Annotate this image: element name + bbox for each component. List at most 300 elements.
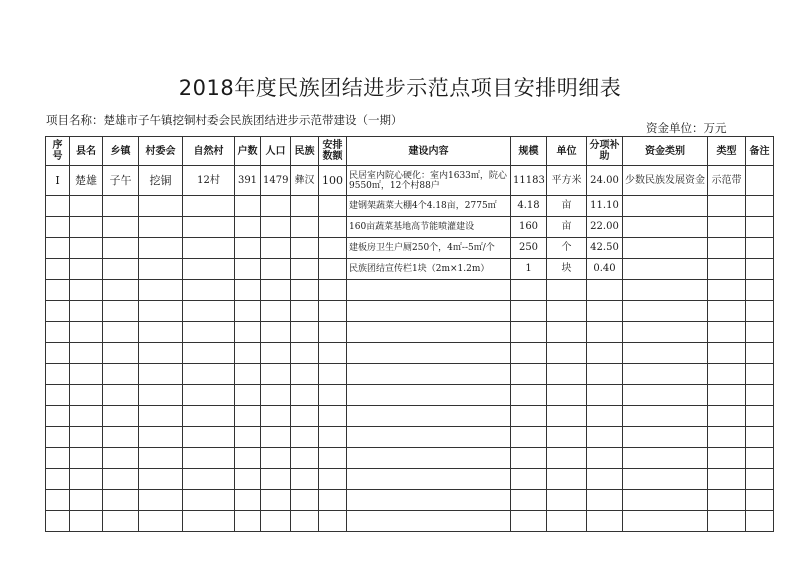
table-cell	[587, 490, 623, 511]
table-cell	[46, 364, 70, 385]
table-cell	[70, 280, 103, 301]
table-cell	[139, 217, 183, 238]
col-header: 户数	[235, 137, 261, 166]
table-row	[46, 217, 774, 238]
table-cell	[746, 196, 774, 217]
table-cell	[46, 406, 70, 427]
table-cell	[623, 301, 708, 322]
table-cell	[183, 364, 235, 385]
table-cell	[291, 385, 319, 406]
table-cell	[261, 217, 291, 238]
table-cell	[139, 322, 183, 343]
table-cell	[746, 166, 774, 196]
col-header: 乡镇	[103, 137, 139, 166]
table-cell	[746, 217, 774, 238]
table-row	[46, 427, 774, 448]
table-cell	[291, 448, 319, 469]
table-cell	[708, 217, 746, 238]
table-cell: 11.10	[587, 196, 623, 217]
table-cell: 块	[547, 259, 587, 280]
table-cell	[70, 259, 103, 280]
table-cell	[319, 511, 347, 532]
table-cell	[235, 196, 261, 217]
table-cell	[46, 511, 70, 532]
table-cell	[623, 406, 708, 427]
table-cell: 民居室内院心硬化：室内1633㎡，院心9550㎡，12个村88户	[347, 166, 511, 196]
table-cell	[235, 322, 261, 343]
table-cell	[547, 280, 587, 301]
table-cell	[347, 322, 511, 343]
col-header: 县名	[70, 137, 103, 166]
table-cell	[291, 490, 319, 511]
table-row	[46, 322, 774, 343]
table-cell	[103, 448, 139, 469]
table-cell	[511, 511, 547, 532]
table-cell: 挖铜	[139, 166, 183, 196]
table-cell	[511, 469, 547, 490]
table-cell	[139, 448, 183, 469]
table-cell	[183, 259, 235, 280]
table-cell	[746, 364, 774, 385]
table-cell	[347, 448, 511, 469]
table-cell	[291, 322, 319, 343]
table-cell	[46, 448, 70, 469]
table-cell	[103, 469, 139, 490]
table-cell	[139, 427, 183, 448]
table-cell	[319, 448, 347, 469]
col-header: 村委会	[139, 137, 183, 166]
table-cell	[183, 322, 235, 343]
table-cell: 4.18	[511, 196, 547, 217]
table-cell	[235, 511, 261, 532]
table-cell	[70, 490, 103, 511]
table-cell	[235, 385, 261, 406]
table-cell	[46, 259, 70, 280]
table-cell	[623, 385, 708, 406]
table-cell	[347, 280, 511, 301]
table-cell	[183, 217, 235, 238]
table-cell	[319, 238, 347, 259]
table-cell	[235, 280, 261, 301]
table-cell: 1479	[261, 166, 291, 196]
table-cell	[183, 406, 235, 427]
project-table	[45, 136, 774, 532]
table-cell	[623, 280, 708, 301]
col-header: 资金类别	[623, 137, 708, 166]
table-cell	[319, 427, 347, 448]
table-cell	[103, 427, 139, 448]
table-cell	[103, 511, 139, 532]
table-cell	[46, 469, 70, 490]
table-cell	[347, 406, 511, 427]
document-title: 2018年度民族团结进步示范点项目安排明细表	[178, 76, 622, 100]
table-cell	[587, 448, 623, 469]
col-header: 备注	[746, 137, 774, 166]
table-cell	[319, 280, 347, 301]
table-cell	[70, 406, 103, 427]
table-cell	[46, 238, 70, 259]
table-cell	[261, 364, 291, 385]
table-cell: 楚雄	[70, 166, 103, 196]
table-cell	[46, 490, 70, 511]
table-cell	[587, 385, 623, 406]
table-cell	[261, 406, 291, 427]
table-cell	[708, 196, 746, 217]
table-cell: 亩	[547, 217, 587, 238]
project-name: 项目名称：楚雄市子午镇挖铜村委会民族团结进步示范带建设（一期）	[46, 113, 403, 127]
table-cell	[183, 280, 235, 301]
table-cell	[708, 406, 746, 427]
table-cell	[183, 448, 235, 469]
table-cell	[291, 364, 319, 385]
table-cell	[708, 280, 746, 301]
table-cell	[46, 196, 70, 217]
table-cell	[183, 301, 235, 322]
table-cell	[261, 238, 291, 259]
table-cell	[708, 490, 746, 511]
table-cell	[547, 490, 587, 511]
table-cell	[708, 511, 746, 532]
table-row	[46, 364, 774, 385]
table-cell	[46, 217, 70, 238]
table-cell	[511, 427, 547, 448]
table-cell: 示范带	[708, 166, 746, 196]
table-cell	[139, 280, 183, 301]
table-cell	[70, 385, 103, 406]
table-cell	[547, 301, 587, 322]
table-cell	[746, 427, 774, 448]
table-cell	[319, 364, 347, 385]
table-cell	[261, 385, 291, 406]
table-cell	[103, 406, 139, 427]
table-cell	[623, 511, 708, 532]
table-cell	[70, 427, 103, 448]
table-cell	[261, 511, 291, 532]
table-cell	[261, 469, 291, 490]
table-cell: I	[46, 166, 70, 196]
table-cell	[347, 385, 511, 406]
table-row	[46, 490, 774, 511]
table-cell	[547, 511, 587, 532]
table-cell	[319, 217, 347, 238]
table-cell	[103, 280, 139, 301]
table-cell: 个	[547, 238, 587, 259]
table-cell	[511, 385, 547, 406]
table-cell	[46, 427, 70, 448]
table-cell	[139, 469, 183, 490]
table-cell	[235, 301, 261, 322]
table-cell	[587, 511, 623, 532]
table-cell	[708, 427, 746, 448]
table-cell	[235, 490, 261, 511]
table-cell	[103, 217, 139, 238]
table-cell	[261, 322, 291, 343]
table-cell	[746, 301, 774, 322]
table-cell	[708, 238, 746, 259]
table-cell	[547, 427, 587, 448]
table-cell	[623, 217, 708, 238]
table-cell	[746, 385, 774, 406]
table-cell	[103, 259, 139, 280]
table-cell	[623, 322, 708, 343]
table-cell: 民族团结宣传栏1块（2m×1.2m）	[347, 259, 511, 280]
table-cell: 250	[511, 238, 547, 259]
table-cell	[183, 385, 235, 406]
table-cell	[547, 385, 587, 406]
table-cell	[623, 490, 708, 511]
table-cell	[70, 469, 103, 490]
table-row	[46, 385, 774, 406]
table-cell: 建板房卫生户厕250个，4㎡--5㎡/个	[347, 238, 511, 259]
table-cell	[623, 259, 708, 280]
table-cell	[235, 469, 261, 490]
table-cell: 391	[235, 166, 261, 196]
table-cell	[746, 469, 774, 490]
table-cell: 子午	[103, 166, 139, 196]
table-cell	[708, 259, 746, 280]
col-header: 民族	[291, 137, 319, 166]
table-cell	[139, 343, 183, 364]
table-cell	[139, 406, 183, 427]
table-cell	[708, 301, 746, 322]
table-cell	[70, 217, 103, 238]
table-cell	[183, 238, 235, 259]
table-cell	[511, 490, 547, 511]
col-header: 安排数额	[319, 137, 347, 166]
table-cell	[103, 301, 139, 322]
table-cell	[347, 490, 511, 511]
table-body	[46, 166, 774, 532]
table-cell	[70, 364, 103, 385]
table-cell	[746, 238, 774, 259]
table-cell	[235, 364, 261, 385]
table-cell	[183, 196, 235, 217]
col-header: 类型	[708, 137, 746, 166]
table-cell	[70, 238, 103, 259]
table-cell	[708, 385, 746, 406]
table-cell	[291, 427, 319, 448]
table-cell	[511, 406, 547, 427]
table-cell: 11183	[511, 166, 547, 196]
table-cell	[319, 469, 347, 490]
table-row	[46, 406, 774, 427]
table-row	[46, 301, 774, 322]
table-cell	[139, 259, 183, 280]
table-cell	[139, 301, 183, 322]
table-cell	[347, 469, 511, 490]
table-cell	[139, 490, 183, 511]
table-cell	[511, 301, 547, 322]
table-cell	[261, 490, 291, 511]
table-cell	[623, 469, 708, 490]
table-cell	[347, 427, 511, 448]
table-cell: 42.50	[587, 238, 623, 259]
table-cell	[103, 343, 139, 364]
funding-unit: 资金单位：万元	[646, 121, 727, 135]
table-cell: 亩	[547, 196, 587, 217]
table-cell	[587, 406, 623, 427]
table-cell	[587, 301, 623, 322]
table-cell	[46, 385, 70, 406]
table-row	[46, 511, 774, 532]
table-cell	[587, 322, 623, 343]
table-cell	[547, 406, 587, 427]
table-cell: 0.40	[587, 259, 623, 280]
table-cell	[261, 427, 291, 448]
table-cell	[235, 448, 261, 469]
table-cell	[746, 448, 774, 469]
table-cell: 平方米	[547, 166, 587, 196]
table-cell: 12村	[183, 166, 235, 196]
table-cell: 160	[511, 217, 547, 238]
table-cell	[511, 280, 547, 301]
table-cell	[139, 364, 183, 385]
table-row	[46, 469, 774, 490]
table-cell	[623, 238, 708, 259]
table-cell	[547, 448, 587, 469]
table-cell	[319, 385, 347, 406]
table-cell	[261, 280, 291, 301]
table-cell	[587, 280, 623, 301]
table-cell	[547, 322, 587, 343]
table-cell	[46, 301, 70, 322]
col-header: 人口	[261, 137, 291, 166]
table-cell	[46, 280, 70, 301]
table-cell	[319, 301, 347, 322]
col-header: 建设内容	[347, 137, 511, 166]
table-cell	[235, 427, 261, 448]
table-cell	[708, 343, 746, 364]
table-cell	[139, 385, 183, 406]
col-header: 序号	[46, 137, 70, 166]
table-cell	[261, 259, 291, 280]
table-cell	[347, 511, 511, 532]
table-cell	[291, 301, 319, 322]
table-cell	[139, 238, 183, 259]
table-cell	[291, 196, 319, 217]
col-header: 分项补助	[587, 137, 623, 166]
table-cell	[511, 364, 547, 385]
table-row	[46, 196, 774, 217]
table-cell	[103, 490, 139, 511]
table-cell	[103, 196, 139, 217]
table-cell	[511, 448, 547, 469]
table-cell	[70, 448, 103, 469]
table-cell	[291, 238, 319, 259]
table-cell	[319, 343, 347, 364]
table-cell	[746, 406, 774, 427]
table-cell	[70, 343, 103, 364]
table-cell	[347, 343, 511, 364]
table-header	[46, 137, 774, 166]
table-cell: 24.00	[587, 166, 623, 196]
table-cell	[70, 322, 103, 343]
table-cell	[70, 301, 103, 322]
table-cell	[319, 322, 347, 343]
table-cell	[511, 343, 547, 364]
table-cell	[46, 343, 70, 364]
table-cell	[70, 196, 103, 217]
col-header: 规模	[511, 137, 547, 166]
table-cell	[291, 343, 319, 364]
table-cell: 彝汉	[291, 166, 319, 196]
table-cell	[319, 406, 347, 427]
table-cell	[139, 511, 183, 532]
table-cell: 100	[319, 166, 347, 196]
table-row	[46, 343, 774, 364]
table-cell	[291, 217, 319, 238]
table-cell	[261, 196, 291, 217]
table-cell	[547, 469, 587, 490]
col-header: 单位	[547, 137, 587, 166]
table-cell	[708, 448, 746, 469]
table-cell	[587, 364, 623, 385]
table-cell	[746, 490, 774, 511]
table-cell	[319, 490, 347, 511]
table-cell	[291, 259, 319, 280]
table-cell: 1	[511, 259, 547, 280]
table-cell	[291, 511, 319, 532]
table-cell: 少数民族发展资金	[623, 166, 708, 196]
table-cell	[746, 343, 774, 364]
table-cell	[183, 469, 235, 490]
table-cell	[235, 406, 261, 427]
table-cell	[261, 301, 291, 322]
table-cell	[623, 343, 708, 364]
table-cell	[291, 280, 319, 301]
col-header: 自然村	[183, 137, 235, 166]
table-cell	[261, 448, 291, 469]
table-cell	[291, 406, 319, 427]
table-cell	[235, 238, 261, 259]
table-cell	[183, 490, 235, 511]
table-cell	[46, 322, 70, 343]
table-cell: 22.00	[587, 217, 623, 238]
table-row	[46, 238, 774, 259]
table-cell	[319, 196, 347, 217]
table-cell	[623, 427, 708, 448]
table-cell	[746, 280, 774, 301]
table-cell	[103, 322, 139, 343]
table-cell	[103, 364, 139, 385]
table-cell	[235, 217, 261, 238]
table-cell	[347, 301, 511, 322]
table-cell	[347, 364, 511, 385]
table-cell	[139, 196, 183, 217]
table-cell	[623, 364, 708, 385]
table-cell	[319, 259, 347, 280]
table-row	[46, 280, 774, 301]
table-cell	[183, 511, 235, 532]
table-cell	[746, 322, 774, 343]
table-cell	[291, 469, 319, 490]
table-cell	[708, 322, 746, 343]
table-cell	[511, 322, 547, 343]
table-cell	[746, 511, 774, 532]
table-cell	[708, 469, 746, 490]
table-row	[46, 448, 774, 469]
table-cell	[235, 343, 261, 364]
table-cell	[70, 511, 103, 532]
table-cell	[183, 343, 235, 364]
table-cell	[547, 343, 587, 364]
table-cell	[587, 469, 623, 490]
table-row	[46, 166, 774, 196]
table-cell	[547, 364, 587, 385]
table-cell	[183, 427, 235, 448]
table-cell	[746, 259, 774, 280]
table-cell	[587, 427, 623, 448]
